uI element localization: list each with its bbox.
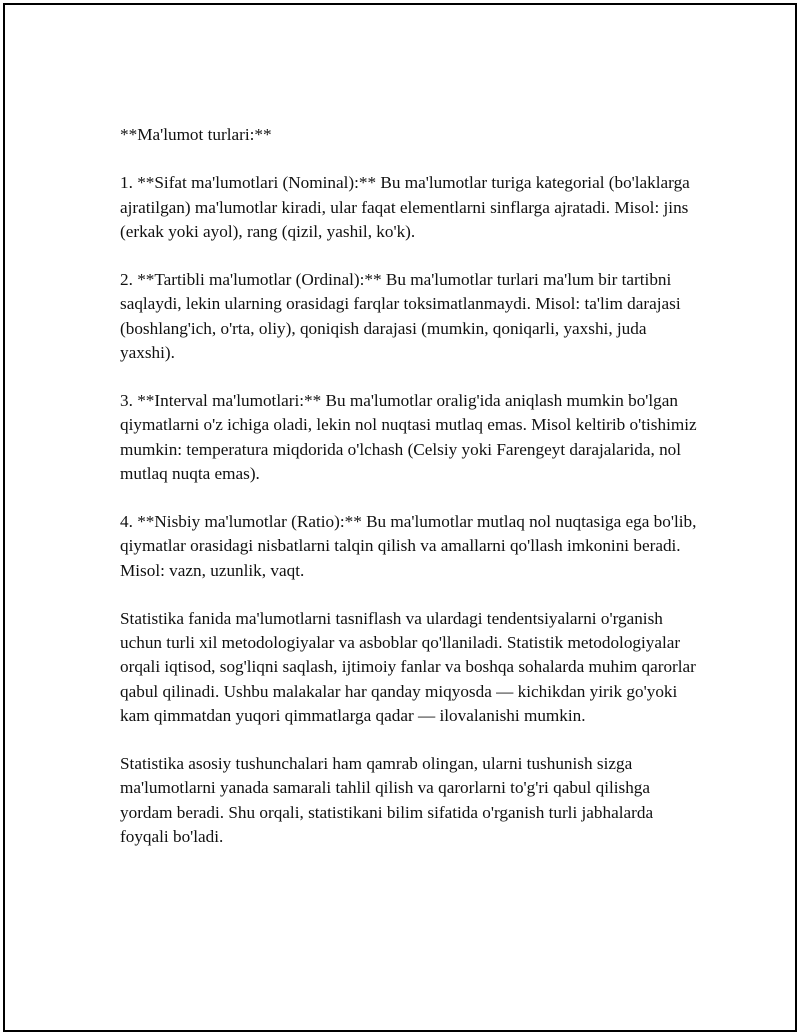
document-body (120, 123, 700, 873)
paragraph-ratio: 4. **Nisbiy ma'lumotlar (Ratio):** Bu ma'lumotlar mutlaq nol nuqtasiga ega bo'lib, qiymatlar orasidagi nisbatlarni talqin qilish va amallarni qo'llash imkonini beradi. Misol: vazn, uzunlik, vaqt. (120, 512, 697, 580)
paragraph-ordinal: 2. **Tartibli ma'lumotlar (Ordinal):** Bu ma'lumotlar turlari ma'lum bir tartibni saqlaydi, lekin ularning orasidagi farqlar toksimatlanmaydi. Misol: ta'lim darajasi (boshlang'ich, o'rta, oliy), qoniqish darajasi (mumkin, qoniqarli, yaxshi, juda yaxshi). (120, 270, 681, 362)
paragraph-nominal: 1. **Sifat ma'lumotlari (Nominal):** Bu ma'lumotlar turiga kategorial (bo'laklarga ajratilgan) ma'lumotlar kiradi, ular faqat elementlarni sinflarga ajratadi. Misol: jins (erkak yoki ayol), rang (qizil, yashil, ko'k). (120, 173, 690, 241)
paragraph-statistics-methods: Statistika fanida ma'lumotlarni tasniflash va ulardagi tendentsiyalarni o'rganish uchun turli xil metodologiyalar va asboblar qo'llaniladi. Statistik metodologiyalar orqali iqtisod, sog'liqni saqlash, ijtimoiy fanlar va boshqa sohalarda muhim qarorlar qabul qilinadi. Ushbu malakalar har qanday miqyosda — kichikdan yirik go'yoki kam qimmatdan yuqori qimmatlarga qadar — ilovalanishi mumkin. (120, 608, 696, 725)
section-heading: **Ma'lumot turlari:** (120, 125, 272, 144)
page-frame (3, 3, 797, 1032)
paragraph-statistics-summary: Statistika asosiy tushunchalari ham qamrab olingan, ularni tushunish sizga ma'lumotlarni yanada samarali tahlil qilish va qarorlarni to'g'ri qabul qilishga yordam beradi. Shu orqali, statistikani bilim sifatida o'rganish turli jabhalarda foyqali bo'ladi. (120, 754, 654, 846)
paragraph-interval: 3. **Interval ma'lumotlari:** Bu ma'lumotlar oralig'ida aniqlash mumkin bo'lgan qiymatlarni o'z ichiga oladi, lekin nol nuqtasi mutlaq emas. Misol keltirib o'tishimiz mumkin: temperatura miqdorida o'lchash (Celsiy yoki Farengeyt darajalarida, nol mutlaq nuqta emas). (120, 391, 697, 483)
